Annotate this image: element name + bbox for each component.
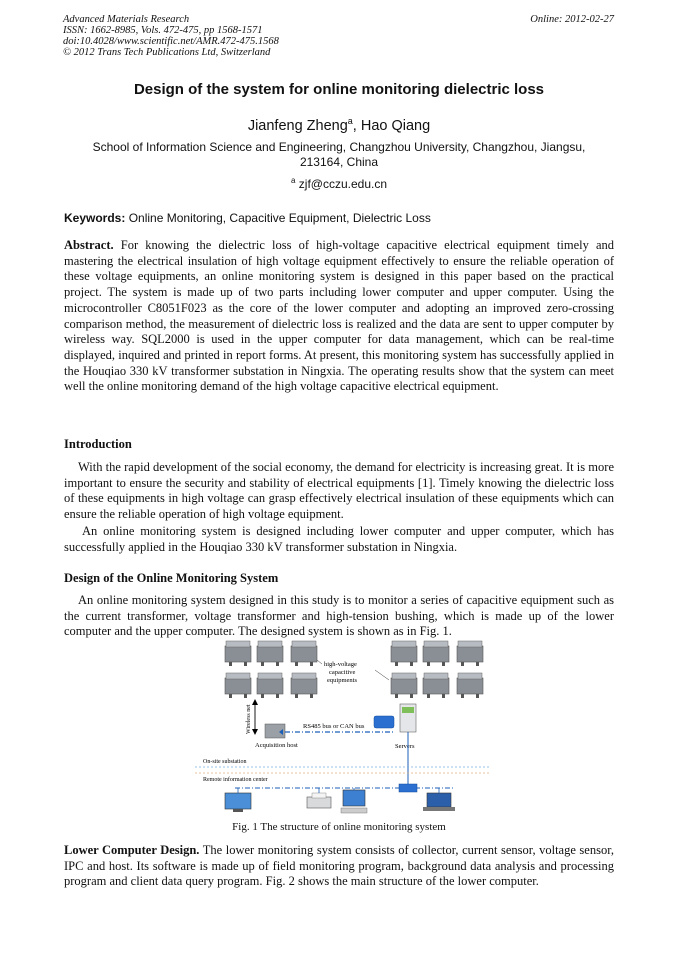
journal-name: Advanced Materials Research xyxy=(63,14,190,25)
author-1: Jianfeng Zheng xyxy=(247,117,348,134)
keywords-text: Online Monitoring, Capacitive Equipment, Dielectric Loss xyxy=(128,211,431,225)
remote-label: Remote information center xyxy=(203,777,268,783)
wireless-label: Wireless net xyxy=(246,704,252,734)
desktop-icon xyxy=(341,790,367,813)
author-1-superscript: a xyxy=(347,116,353,126)
equipment-icon xyxy=(257,673,283,698)
online-date: Online: 2012-02-27 xyxy=(530,14,614,25)
equipment-icon xyxy=(225,641,251,666)
switch-icon xyxy=(399,784,417,792)
email-line xyxy=(0,176,678,191)
equipment-icon xyxy=(423,673,449,698)
email-address[interactable]: zjf@cczu.edu.cn xyxy=(298,177,387,191)
introduction-heading: Introduction xyxy=(64,437,132,451)
design-paragraph-1: An online monitoring system designed in this study is to monitor a series of capacitive equipment such as the current transformer, voltage transformer and high-tension bushing, which is made up of the lower computer and the upper computer. The designed system is shown as in Fig. 1. xyxy=(64,593,614,639)
equipment-icon xyxy=(225,673,251,698)
author-2: Hao Qiang xyxy=(360,117,431,134)
keywords xyxy=(64,211,431,225)
author-list xyxy=(0,116,678,134)
equipment-label-1: high-voltage xyxy=(324,661,357,668)
abstract xyxy=(64,238,614,395)
lower-computer-label: Lower Computer Design. xyxy=(64,843,200,857)
acquisition-label: Acquisition host xyxy=(255,742,298,749)
equipment-icon xyxy=(257,641,283,666)
journal-header xyxy=(63,14,279,58)
onsite-label: On-site substation xyxy=(203,759,247,765)
copyright-line: © 2012 Trans Tech Publications Ltd, Switzerland xyxy=(63,47,271,58)
equipment-icon xyxy=(291,673,317,698)
equipment-icon xyxy=(391,641,417,666)
abstract-label: Abstract. xyxy=(64,238,114,252)
paper-title: Design of the system for online monitoring dielectric loss xyxy=(133,81,545,98)
laptop-icon xyxy=(423,793,455,811)
design-heading: Design of the Online Monitoring System xyxy=(64,571,279,585)
email-superscript: a xyxy=(290,176,296,185)
equipment-icon xyxy=(457,673,483,698)
equipment-icon xyxy=(457,641,483,666)
issn-line: ISSN: 1662-8985, Vols. 472-475, pp 1568-1571 xyxy=(63,25,263,36)
introduction-paragraph-2: An online monitoring system is designed including lower computer and upper computer, which has successfully applied in the Houqiao 330 kV transformer substation in Ningxia. xyxy=(64,524,614,554)
system-structure-figure xyxy=(195,640,490,815)
equipment-label-3: equipments xyxy=(327,677,357,684)
figure-caption: Fig. 1 The structure of online monitoring system xyxy=(232,821,446,833)
modem-icon xyxy=(374,716,394,728)
introduction-paragraph-1: With the rapid development of the social economy, the demand for electricity is increasing great. It is more important to ensure the security and stability of electrical equipments [1]. Timely knowing the dielectric loss of these equipments in high voltage can grasp effectively electrical insulation of these equipments which can ensure the reliable operation of high voltage equipment. xyxy=(64,460,614,522)
equipment-icon xyxy=(391,673,417,698)
bus-label: RS485 bus or CAN bus xyxy=(303,723,365,730)
lower-computer-text: The lower monitoring system consists of collector, current sensor, voltage sensor, IPC and host. Its software is made up of field monitoring program, background data analysis and processing program and client data query program. Fig. 2 shows the main structure of the lower computer. xyxy=(64,843,614,889)
monitor-icon xyxy=(225,793,251,812)
doi-line: doi:10.4028/www.scientific.net/AMR.472-475.1568 xyxy=(63,36,279,47)
keywords-label: Keywords: xyxy=(64,211,126,225)
lower-computer-paragraph xyxy=(64,843,614,890)
equipment-label-2: capacitive xyxy=(329,669,356,676)
affiliation: School of Information Science and Engineering, Changzhou University, Changzhou, Jiangsu, 213164, China xyxy=(92,140,586,169)
equipment-icon xyxy=(291,641,317,666)
abstract-text: For knowing the dielectric loss of high-voltage capacitive electrical equipment timely and mastering the electrical insulation of high voltage equipment effectively to ensure the reliable operation of these voltage equipments, an online monitoring system is designed in this paper based on the practical project. The system is made up of two parts including lower computer and upper computer. Using the microcontroller C8051F023 as the core of the lower computer and adopting an improved zero-crossing comparison method, the measurement of dielectric loss is realized and the data are sent to upper computer by wireless way. SQL2000 is used in the upper computer for data management, which can be real-time displayed, inquired and printed in report forms. At present, this monitoring system has successfully applied in the Houqiao 330 kV transformer substation in Ningxia. The operating results show that the system can meet well the online monitoring demand of the high voltage capacitive electrical equipment. xyxy=(64,238,614,394)
printer-icon xyxy=(307,793,331,808)
equipment-icon xyxy=(423,641,449,666)
author-separator: , xyxy=(352,117,361,134)
servers-label: Servers xyxy=(395,743,415,750)
